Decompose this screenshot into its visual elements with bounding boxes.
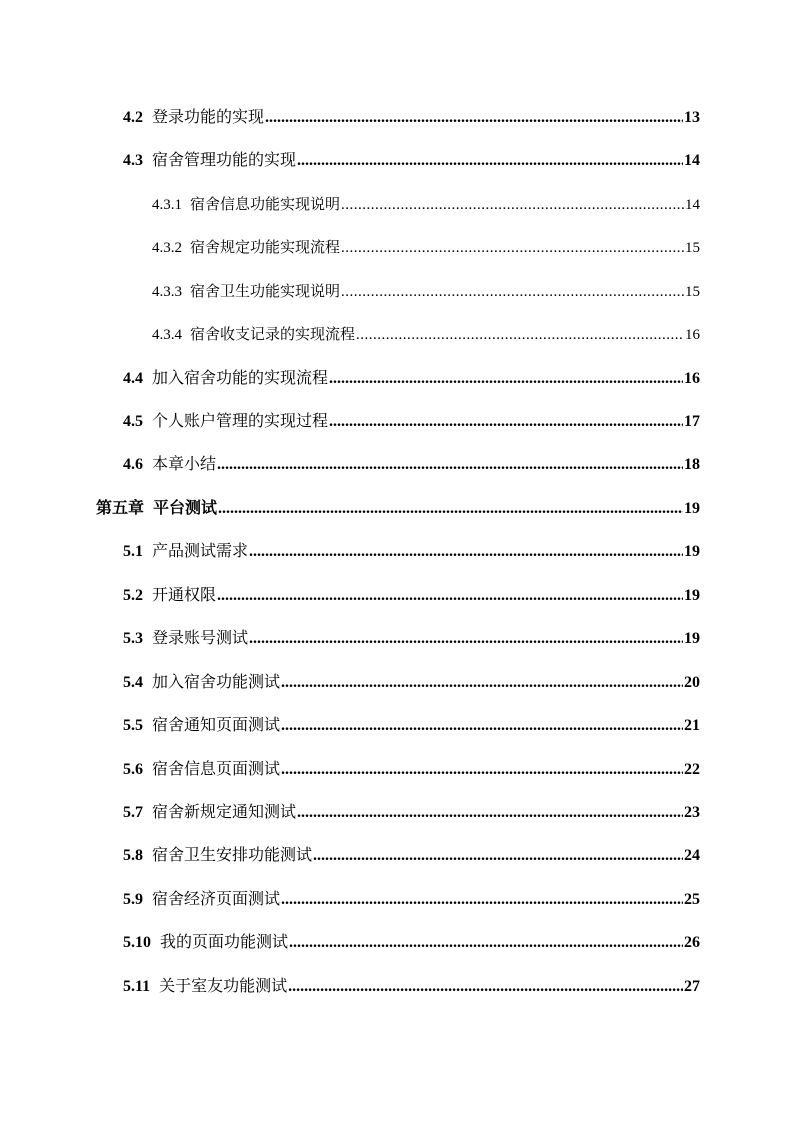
toc-entry-number: 5.1 — [123, 543, 143, 560]
toc-entry-number: 4.3.3 — [152, 284, 182, 300]
toc-entry-number: 第五章 — [96, 500, 145, 517]
toc-entry-page: 16 — [684, 370, 700, 387]
dot-leader — [289, 931, 683, 955]
dot-leader — [281, 888, 683, 912]
toc-entry-page: 19 — [684, 543, 700, 560]
toc-entry-page: 21 — [684, 717, 700, 734]
toc-entry-5-1[interactable] — [123, 539, 700, 563]
toc-entry-5-5[interactable] — [123, 713, 700, 737]
toc-entry-number: 4.4 — [123, 370, 143, 387]
toc-entry-4-5[interactable] — [123, 409, 700, 433]
toc-entry-5-3[interactable] — [123, 626, 700, 650]
toc-entry-title: 宿舍规定功能实现流程 — [190, 238, 341, 256]
toc-entry-title: 宿舍通知页面测试 — [152, 715, 281, 734]
dot-leader — [265, 106, 683, 130]
toc-entry-number: 4.3.2 — [152, 240, 182, 256]
dot-leader — [297, 149, 683, 173]
toc-entry-number: 5.9 — [123, 891, 143, 908]
toc-entry-chapter-5[interactable] — [96, 496, 700, 520]
toc-entry-number: 5.6 — [123, 761, 143, 778]
dot-leader — [217, 453, 683, 477]
toc-entry-title: 关于室友功能测试 — [159, 976, 288, 995]
toc-entry-title: 本章小结 — [152, 454, 217, 473]
toc-entry-title: 宿舍信息页面测试 — [152, 759, 281, 778]
toc-entry-number: 5.8 — [123, 847, 143, 864]
toc-entry-page: 26 — [684, 934, 700, 951]
dot-leader — [217, 584, 683, 608]
toc-entry-number: 4.6 — [123, 456, 143, 473]
dot-leader — [313, 844, 683, 868]
toc-entry-page: 14 — [684, 152, 700, 169]
toc-entry-page: 20 — [684, 674, 700, 691]
toc-entry-number: 5.10 — [123, 934, 151, 951]
toc-entry-page: 19 — [684, 630, 700, 647]
dot-leader — [356, 323, 684, 347]
toc-entry-title: 开通权限 — [152, 585, 217, 604]
toc-entry-4-2[interactable] — [123, 105, 700, 129]
toc-entry-page: 15 — [685, 284, 700, 300]
toc-entry-4-3-3[interactable] — [152, 279, 700, 303]
toc-entry-title: 个人账户管理的实现过程 — [152, 411, 329, 430]
toc-entry-number: 5.3 — [123, 630, 143, 647]
toc-entry-title: 产品测试需求 — [152, 541, 249, 560]
toc-entry-5-8[interactable] — [123, 843, 700, 867]
toc-entry-5-7[interactable] — [123, 800, 700, 824]
dot-leader — [249, 627, 683, 651]
toc-entry-title: 宿舍卫生功能实现说明 — [190, 282, 341, 300]
toc-entry-page: 27 — [684, 978, 700, 995]
toc-entry-title: 宿舍管理功能的实现 — [152, 150, 297, 169]
toc-entry-number: 4.5 — [123, 413, 143, 430]
toc-entry-page: 25 — [684, 891, 700, 908]
dot-leader — [341, 280, 684, 304]
toc-entry-title: 登录功能的实现 — [152, 107, 265, 126]
toc-entry-page: 19 — [684, 500, 700, 517]
toc-entry-4-3-1[interactable] — [152, 192, 700, 216]
toc-entry-4-3-4[interactable] — [152, 322, 700, 346]
toc-entry-page: 14 — [685, 197, 700, 213]
toc-entry-4-3-2[interactable] — [152, 235, 700, 259]
toc-entry-5-11[interactable] — [123, 974, 700, 998]
toc-entry-page: 24 — [684, 847, 700, 864]
toc-entry-title: 宿舍经济页面测试 — [152, 889, 281, 908]
toc-entry-title: 加入宿舍功能的实现流程 — [152, 368, 329, 387]
dot-leader — [218, 497, 683, 521]
toc-entry-5-6[interactable] — [123, 757, 700, 781]
toc-entry-title: 加入宿舍功能测试 — [152, 672, 281, 691]
toc-entry-4-4[interactable] — [123, 366, 700, 390]
toc-entry-5-4[interactable] — [123, 670, 700, 694]
toc-entry-page: 19 — [684, 587, 700, 604]
toc-entry-page: 23 — [684, 804, 700, 821]
dot-leader — [329, 367, 683, 391]
toc-entry-title: 宿舍信息功能实现说明 — [190, 195, 341, 213]
dot-leader — [329, 410, 683, 434]
toc-entry-title: 登录账号测试 — [152, 628, 249, 647]
toc-entry-title: 宿舍收支记录的实现流程 — [190, 325, 356, 343]
toc-entry-4-3[interactable] — [123, 148, 700, 172]
toc-entry-page: 18 — [684, 456, 700, 473]
dot-leader — [281, 671, 683, 695]
toc-entry-title: 宿舍新规定通知测试 — [152, 802, 297, 821]
toc-entry-page: 17 — [684, 413, 700, 430]
toc-entry-title: 我的页面功能测试 — [160, 932, 289, 951]
toc-entry-title: 宿舍卫生安排功能测试 — [152, 845, 313, 864]
toc-entry-page: 16 — [685, 327, 700, 343]
toc-entry-number: 5.2 — [123, 587, 143, 604]
toc-entry-number: 4.2 — [123, 109, 143, 126]
toc-entry-page: 15 — [685, 240, 700, 256]
toc-entry-number: 5.4 — [123, 674, 143, 691]
toc-entry-5-2[interactable] — [123, 583, 700, 607]
toc-entry-number: 5.5 — [123, 717, 143, 734]
toc-entry-title: 平台测试 — [153, 498, 218, 517]
toc-entry-number: 4.3.4 — [152, 327, 182, 343]
dot-leader — [288, 975, 683, 999]
toc-entry-number: 5.11 — [123, 978, 151, 995]
toc-entry-number: 4.3 — [123, 152, 143, 169]
toc-entry-4-6[interactable] — [123, 452, 700, 476]
dot-leader — [341, 236, 684, 260]
dot-leader — [341, 193, 684, 217]
toc-entry-5-9[interactable] — [123, 887, 700, 911]
toc-entry-number: 4.3.1 — [152, 197, 182, 213]
toc-entry-page: 22 — [684, 761, 700, 778]
toc-entry-5-10[interactable] — [123, 930, 700, 954]
toc-entry-number: 5.7 — [123, 804, 143, 821]
dot-leader — [249, 540, 683, 564]
dot-leader — [297, 801, 683, 825]
toc-entry-page: 13 — [684, 109, 700, 126]
dot-leader — [281, 714, 683, 738]
dot-leader — [281, 758, 683, 782]
